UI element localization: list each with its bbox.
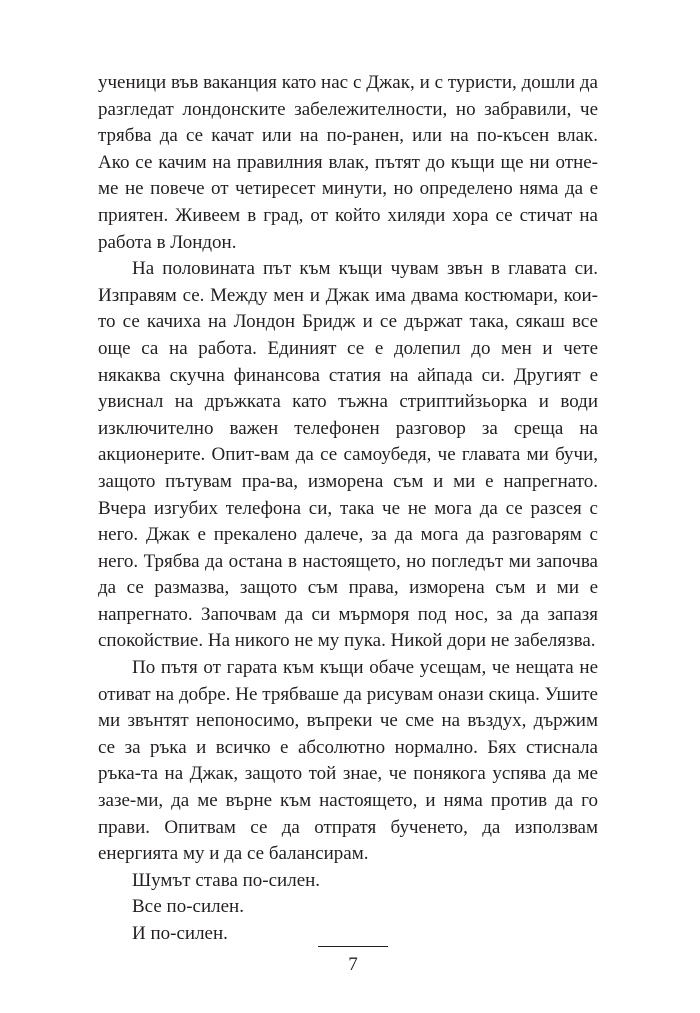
paragraph: Шумът става по-силен. — [132, 869, 321, 891]
paragraph-continuation: ученици във ваканция като нас с Джак, и с туристи, дошли да разгледат лондонските забележителности, но забравили, че трябва да се качат или на по-ранен, или на по-късен влак. Ако се качим на правилния влак, пътят до къщи ще ни отне-ме не повече от четиресет минути, но определено няма да е приятен. Живеем в град, от който хиляди хора се стичат на работа в Лондон. — [98, 72, 598, 253]
body-text — [98, 70, 598, 948]
footer-rule — [318, 946, 388, 947]
paragraph: На половината път към къщи чувам звън в главата си. Изправям се. Между мен и Джак има двама костюмари, кои-то се качиха на Лондон Бридж и се държат така, сякаш все още са на работа. Единият се е долепил до мен и чете някаква скучна финансова статия на айпада си. Другият е увиснал на дръжката като тъжна стриптийзьорка и води изключително важен телефонен разговор за среща на акционерите. Опит-вам да се самоубедя, че главата ми бучи, защото пътувам пра-ва, изморена съм и ми е напрегнато. Вчера изгубих телефона си, така че не мога да се разсея с него. Джак е прекалено далече, за да мога да разговарям с него. Трябва да остана в настоящето, но погледът ми започва да се размазва, защото съм права, изморена съм и ми е напрегнато. Започвам да си мърморя под нос, за да запазя спокойствие. На никого не му пука. Никой дори не забелязва. — [98, 258, 598, 652]
paragraph: Все по-силен. — [132, 896, 244, 918]
paragraph: По пътя от гарата към къщи обаче усещам, че нещата не отиват на добре. Не трябваше да рисувам онази скица. Ушите ми звънтят непоносимо, въпреки че сме на въздух, държим се за ръка и всичко е абсолютно нормално. Бях стиснала ръка-та на Джак, защото той знае, че понякога успява да ме зазе-ми, да ме върне към настоящето, и няма против да го прави. Опитвам се да отпратя бученето, да използвам енергията му и да се балансирам. — [98, 657, 598, 865]
paragraph: И по-силен. — [132, 923, 228, 944]
page-number: 7 — [348, 954, 358, 975]
